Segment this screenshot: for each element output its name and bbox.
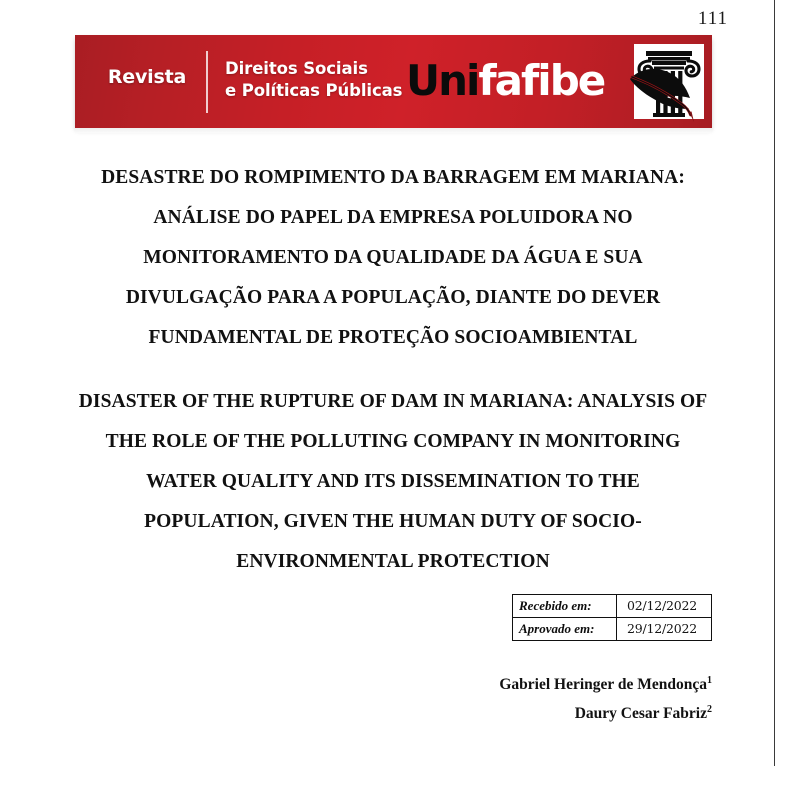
list-item	[262, 699, 712, 728]
column-and-quill-icon	[626, 37, 712, 126]
page-title-english: DISASTER OF THE RUPTURE OF DAM IN MARIANA: ANALYSIS OF THE ROLE OF THE POLLUTING COMPANY IN MONITORING WATER QUALITY AND ITS DISSEMINATION TO THE POPULATION, GIVEN THE HUMAN DUTY OF SOCIO-ENVIRONMENTAL PROTECTION	[78, 391, 708, 572]
list-item	[262, 670, 712, 699]
approved-label: Aprovado em:	[513, 618, 617, 641]
received-label: Recebido em:	[513, 595, 617, 618]
author-name: Gabriel Heringer de Mendonça	[499, 676, 707, 693]
author-footnote-marker: 1	[707, 674, 712, 686]
page-border-rule	[774, 0, 775, 766]
table-row	[513, 595, 712, 618]
masthead-revista-label: Revista	[107, 66, 187, 88]
author-footnote-marker: 2	[707, 703, 712, 715]
unifafibe-wordmark	[406, 56, 604, 106]
masthead-underline-shadow	[75, 128, 712, 133]
page-number: 111	[697, 8, 728, 29]
author-name: Daury Cesar Fabriz	[574, 705, 707, 722]
page-title-portuguese: DESASTRE DO ROMPIMENTO DA BARRAGEM EM MARIANA: ANÁLISE DO PAPEL DA EMPRESA POLUIDORA NO MONITORAMENTO DA QUALIDADE DA ÁGUA E SUA DIVULGAÇÃO PARA A POPULAÇÃO, DIANTE DO DEVER FUNDAMENTAL DE PROTEÇÃO SOCIOAMBIENTAL	[101, 167, 685, 348]
table-row	[513, 618, 712, 641]
received-date: 02/12/2022	[617, 595, 712, 618]
masthead-subtitle-line-2: e Políticas Públicas	[225, 81, 403, 100]
journal-masthead-banner	[75, 35, 712, 128]
approved-date: 29/12/2022	[617, 618, 712, 641]
author-list	[262, 670, 712, 728]
masthead-journal-subtitle	[225, 58, 402, 102]
masthead-subtitle-line-1: Direitos Sociais	[225, 59, 368, 78]
wordmark-fafibe: fafibe	[478, 56, 605, 105]
masthead-divider	[206, 51, 208, 113]
wordmark-uni: Uni	[406, 56, 479, 105]
submission-dates-table	[512, 594, 712, 641]
